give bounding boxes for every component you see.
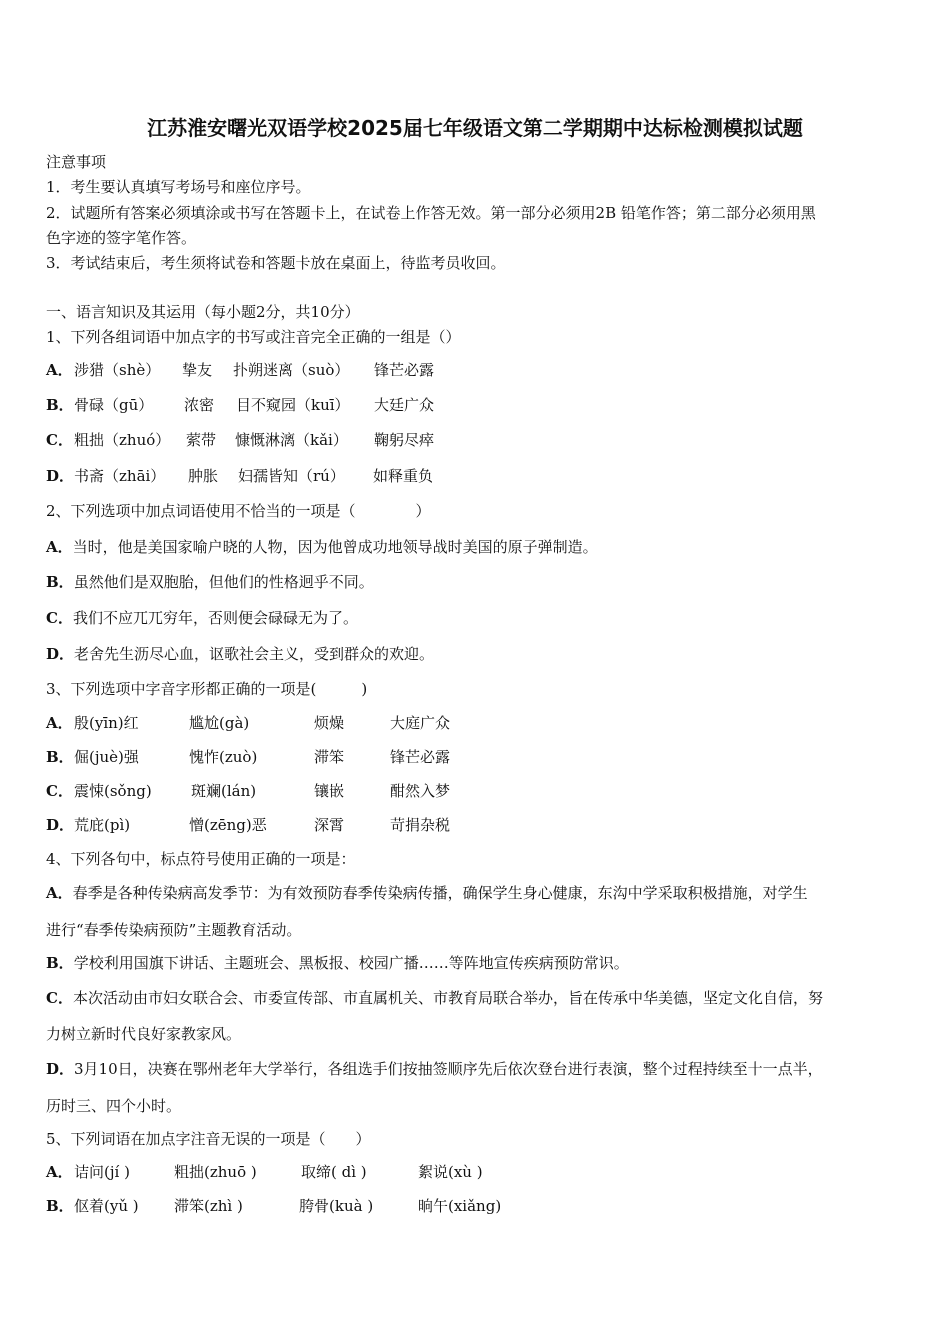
option-label: B．: [46, 396, 74, 414]
option-word: 粗拙（zhuó）: [74, 431, 171, 449]
option-word: 大廷广众: [374, 396, 435, 414]
option-word: 憎(zēng)恶: [189, 816, 267, 834]
q2-option-b: B．虽然他们是双胞胎，但他们的性格迥乎不同。: [46, 573, 374, 591]
option-word: 荒庇(pì): [74, 816, 131, 834]
option-word: 萦带: [186, 431, 217, 449]
option-word: 骨碌（gū）: [74, 396, 154, 414]
option-word: 书斋（zhāi）: [74, 467, 166, 485]
notice-item: 2．试题所有答案必须填涂或书写在答题卡上，在试卷上作答无效。第一部分必须用2B 铅笔作答；第二部分必须用黑: [46, 204, 816, 222]
q2-option-d: D．老舍先生沥尽心血，讴歌社会主义，受到群众的欢迎。: [46, 645, 435, 663]
option-label: B．: [46, 573, 74, 591]
notice-item: 色字迹的签字笔作答。: [46, 229, 197, 247]
option-word: 苛捐杂税: [390, 816, 451, 834]
option-word: 浓密: [184, 396, 215, 414]
option-word: 目不窥园（kuī）: [236, 396, 350, 414]
question-stem-1: 1、下列各组词语中加点字的书写或注音完全正确的一组是（）: [46, 328, 461, 346]
q2-option-a: A．当时，他是美国家喻户晓的人物，因为他曾成功地领导战时美国的原子弹制造。: [46, 538, 598, 556]
q4-option-d-cont: 历时三、四个小时。: [46, 1097, 182, 1115]
option-label: C．: [46, 431, 73, 449]
option-word: 滞笨: [314, 748, 345, 766]
option-word: 锋芒必露: [390, 748, 451, 766]
question-stem-2: 2、下列选项中加点词语使用不恰当的一项是（ ）: [46, 502, 431, 520]
option-word: 絮说(xù ): [418, 1163, 483, 1181]
q4-option-a: A．春季是各种传染病高发季节：为有效预防春季传染病传播，确保学生身心健康，东沟中学采取积极措施，对学生: [46, 884, 808, 902]
option-label: C．: [46, 782, 73, 800]
option-word: 取缔( dì ): [301, 1163, 367, 1181]
option-word: 妇孺皆知（rú）: [238, 467, 345, 485]
option-word: 粗拙(zhuō ): [174, 1163, 257, 1181]
option-word: 扑朔迷离（suò）: [233, 361, 350, 379]
option-label: D．: [46, 816, 75, 834]
option-label: B．: [46, 1197, 74, 1215]
q4-option-d: D．3月10日，决赛在鄂州老年大学举行，各组选手们按抽签顺序先后依次登台进行表演，整个过程持续至十一点半，: [46, 1060, 823, 1078]
q4-option-c: C．本次活动由市妇女联合会、市委宣传部、市直属机关、市教育局联合举办，旨在传承中华美德，坚定文化自信，努: [46, 989, 823, 1007]
option-word: 涉猎（shè）: [74, 361, 161, 379]
option-word: 尴尬(gà): [189, 714, 250, 732]
option-label: C．: [46, 989, 73, 1007]
option-word: 伛着(yǔ ): [74, 1197, 139, 1215]
question-stem-5: 5、下列词语在加点字注音无误的一项是（ ）: [46, 1130, 371, 1148]
option-word: 挚友: [182, 361, 213, 379]
option-word: 鞠躬尽瘁: [374, 431, 435, 449]
option-label: D．: [46, 1060, 75, 1078]
option-label: A．: [46, 361, 73, 379]
q4-option-c-cont: 力树立新时代良好家教家风。: [46, 1025, 242, 1043]
option-label: C．: [46, 609, 73, 627]
page-title: 江苏淮安曙光双语学校2025届七年级语文第二学期期中达标检测模拟试题: [147, 116, 803, 140]
question-stem-4: 4、下列各句中，标点符号使用正确的一项是：: [46, 850, 356, 868]
notice-item: 3．考试结束后，考生须将试卷和答题卡放在桌面上，待监考员收回。: [46, 254, 506, 272]
notice-heading: 注意事项: [46, 153, 107, 171]
option-word: 滞笨(zhì ): [174, 1197, 243, 1215]
option-label: B．: [46, 748, 74, 766]
question-stem-3: 3、下列选项中字音字形都正确的一项是( ): [46, 680, 368, 698]
option-word: 斑斓(lán): [191, 782, 257, 800]
option-word: 倔(juè)强: [74, 748, 139, 766]
option-word: 锋芒必露: [374, 361, 435, 379]
q4-option-a-cont: 进行“春季传染病预防”主题教育活动。: [46, 921, 302, 939]
option-word: 慷慨淋漓（kǎi）: [235, 431, 348, 449]
option-label: A．: [46, 884, 73, 902]
option-word: 诘问(jí ): [74, 1163, 130, 1181]
option-label: A．: [46, 714, 73, 732]
q2-option-c: C．我们不应兀兀穷年，否则便会碌碌无为了。: [46, 609, 358, 627]
option-word: 镶嵌: [314, 782, 345, 800]
section-heading: 一、语言知识及其运用（每小题2分，共10分）: [46, 303, 360, 321]
option-word: 愧怍(zuò): [189, 748, 258, 766]
option-label: D．: [46, 645, 75, 663]
option-word: 深霄: [314, 816, 345, 834]
option-label: B．: [46, 954, 74, 972]
option-label: A．: [46, 1163, 73, 1181]
option-label: A．: [46, 538, 73, 556]
option-word: 酣然入梦: [390, 782, 451, 800]
option-word: 肿胀: [188, 467, 219, 485]
option-label: D．: [46, 467, 75, 485]
option-word: 震悚(sǒng): [74, 782, 152, 800]
option-word: 烦燥: [314, 714, 345, 732]
option-word: 大庭广众: [390, 714, 451, 732]
option-word: 殷(yīn)红: [74, 714, 139, 732]
notice-item: 1．考生要认真填写考场号和座位序号。: [46, 178, 311, 196]
option-word: 胯骨(kuà ): [299, 1197, 374, 1215]
option-word: 如释重负: [373, 467, 434, 485]
option-word: 晌午(xiǎng): [418, 1197, 502, 1215]
q4-option-b: B．学校利用国旗下讲话、主题班会、黑板报、校园广播……等阵地宣传疾病预防常识。: [46, 954, 629, 972]
